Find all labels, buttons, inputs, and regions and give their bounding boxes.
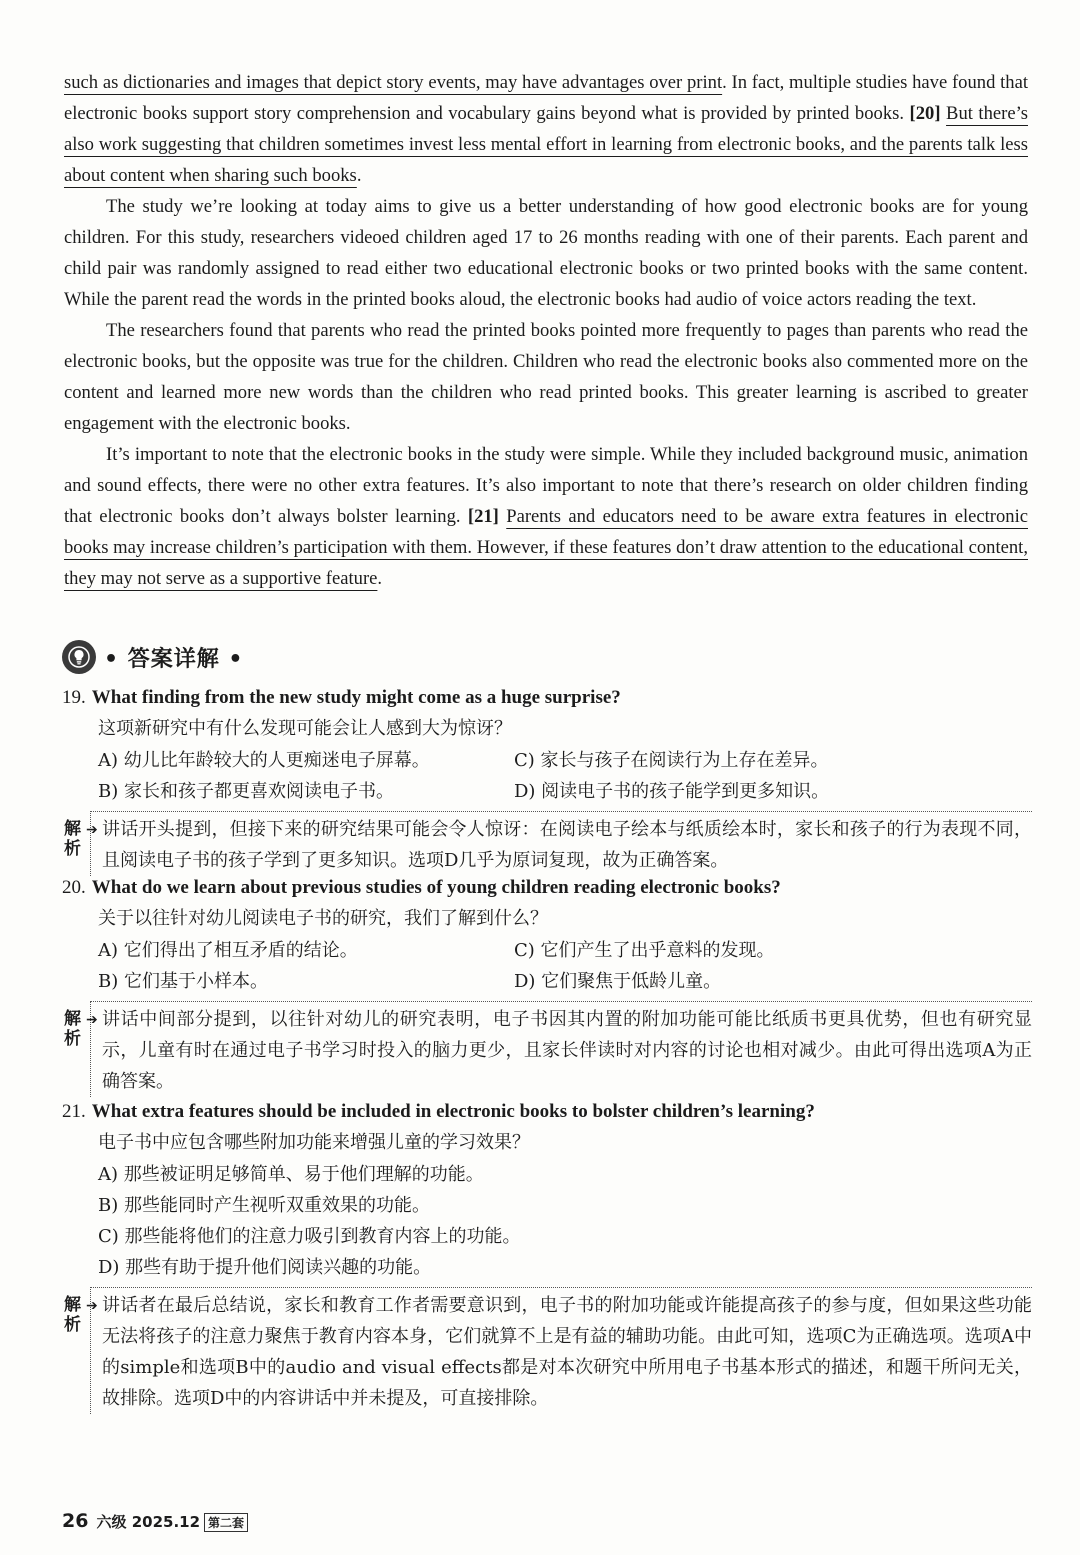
- passage-text: It’s important to note that the electronic books in the study were simple. While they included background music, animation and sound effects, there were no other extra features. It’s also important to note that there’s research on older children finding that electronic books don’t always bolster learning.: [64, 444, 1028, 527]
- question-marker: [20]: [909, 103, 941, 124]
- question-text: What finding from the new study might come as a huge surprise?: [91, 687, 621, 708]
- exam-set: 第二套: [204, 1513, 248, 1532]
- explanation: [62, 1001, 1032, 1097]
- section-header: [62, 640, 243, 674]
- option: D) 阅读电子书的孩子能学到更多知识。: [514, 781, 830, 802]
- explanation: [62, 1287, 1032, 1414]
- question-block: [62, 1097, 1032, 1414]
- option: B) 那些能同时产生视听双重效果的功能。: [98, 1195, 430, 1216]
- explanation-tag: 解析: [64, 819, 81, 859]
- passage-paragraph: The study we’re looking at today aims to give us a better understanding of how good electronic books are for young children. For this study, researchers videoed children aged 17 to 26 months reading with one of their parents. Each parent and child pair was randomly assigned to read either two educational electronic books or two printed books with the same content. While the parent read the words in the printed books aloud, the electronic books had audio of voice actors reading the text.: [64, 196, 1028, 310]
- passage-paragraph: The researchers found that parents who read the printed books pointed more frequently to pages than parents who read the electronic books, but the opposite was true for the children. Children who read the electronic books also commented more on the content and learned more new words than the children who read printed books. This greater learning is ascribed to greater engagement with the electronic books.: [64, 320, 1028, 434]
- question-block: [62, 683, 1032, 876]
- option: C) 那些能将他们的注意力吸引到教育内容上的功能。: [98, 1226, 521, 1247]
- explanation-text: 讲话中间部分提到，以往针对幼儿的研究表明，电子书因其内置的附加功能可能比纸质书更具优势，但也有研究显示，儿童有时在通过电子书学习时投入的脑力更少，且家长伴读时对内容的讨论也相对减少。由此可得出选项A为正确答案。: [102, 1009, 1032, 1092]
- question-number: 19.: [62, 687, 86, 708]
- arrow-icon: ➔: [86, 1012, 98, 1028]
- exam-level: 六级: [96, 1513, 127, 1531]
- passage-paragraph: [64, 439, 1028, 594]
- question-block: [62, 873, 1032, 1097]
- explanation: [62, 811, 1032, 876]
- passage-text: .: [377, 568, 383, 589]
- option: D) 那些有助于提升他们阅读兴趣的功能。: [98, 1257, 432, 1278]
- option: B) 家长和孩子都更喜欢阅读电子书。: [98, 781, 394, 802]
- option: A) 那些被证明足够简单、易于他们理解的功能。: [98, 1164, 484, 1185]
- underlined-sentence: But there’s also work suggesting that children sometimes invest less mental effort in learning from electronic books, and the parents talk less about content when sharing such books: [64, 103, 1028, 186]
- explanation-tag: 解析: [64, 1295, 81, 1335]
- explanation-tag: 解析: [64, 1009, 81, 1049]
- option: B) 它们基于小样本。: [98, 971, 268, 992]
- question-number: 20.: [62, 877, 86, 898]
- underlined-sentence: such as dictionaries and images that depict story events, may have advantages over print: [64, 72, 723, 93]
- option: D) 它们聚焦于低龄儿童。: [514, 971, 722, 992]
- underlined-sentence: Parents and educators need to be aware extra features in electronic books may increase children’s participation with them. However, if these features don’t draw attention to the educational content, they may not serve as a supportive feature: [64, 506, 1028, 589]
- question-line: [62, 683, 1032, 713]
- options: [62, 745, 1032, 807]
- explanation-text: 讲话开头提到，但接下来的研究结果可能会令人惊讶：在阅读电子绘本与纸质绘本时，家长和孩子的行为表现不同，且阅读电子书的孩子学到了更多知识。选项D几乎为原词复现，故为正确答案。: [102, 819, 1032, 871]
- exam-date: 2025.12: [131, 1513, 201, 1531]
- passage: [64, 67, 1028, 594]
- option: A) 它们得出了相互矛盾的结论。: [98, 940, 358, 961]
- question-translation: 电子书中应包含哪些附加功能来增强儿童的学习效果？: [98, 1132, 530, 1153]
- passage-text: . In fact, multiple studies have found that electronic books support story comprehension and vocabulary gains beyond what is provided by printed books.: [64, 72, 1028, 124]
- passage-paragraph: [64, 67, 1028, 191]
- question-translation: 关于以往针对幼儿阅读电子书的研究，我们了解到什么？: [98, 908, 548, 929]
- question-text: What do we learn about previous studies of young children reading electronic books?: [91, 877, 781, 898]
- lightbulb-icon: [62, 640, 96, 674]
- options: [62, 1159, 1032, 1283]
- question-translation: 这项新研究中有什么发现可能会让人感到大为惊讶？: [98, 718, 512, 739]
- question-text: What extra features should be included in electronic books to bolster children’s learning?: [91, 1101, 815, 1122]
- question-line: [62, 873, 1032, 903]
- question-line: [62, 1097, 1032, 1127]
- page-footer: [62, 1510, 248, 1532]
- page-number: 26: [62, 1510, 89, 1532]
- option: A) 幼儿比年龄较大的人更痴迷电子屏幕。: [98, 750, 430, 771]
- explanation-text: 讲话者在最后总结说，家长和教育工作者需要意识到，电子书的附加功能或许能提高孩子的参与度，但如果这些功能无法将孩子的注意力聚焦于教育内容本身，它们就算不上是有益的辅助功能。由此可知，选项C为正确选项。选项A中的simple和选项B中的audio and visual effects都是对本次研究中所用电子书基本形式的描述，和题干所问无关，故排除。选项D中的内容讲话中并未提及，可直接排除。: [102, 1295, 1032, 1409]
- options: [62, 935, 1032, 997]
- option: C) 它们产生了出乎意料的发现。: [514, 940, 775, 961]
- passage-text: .: [356, 165, 362, 186]
- section-title: • 答案详解 •: [104, 646, 244, 672]
- question-marker: [21]: [467, 506, 499, 527]
- arrow-icon: ➔: [86, 1298, 98, 1314]
- arrow-icon: ➔: [86, 822, 98, 838]
- question-number: 21.: [62, 1101, 86, 1122]
- option: C) 家长与孩子在阅读行为上存在差异。: [514, 750, 829, 771]
